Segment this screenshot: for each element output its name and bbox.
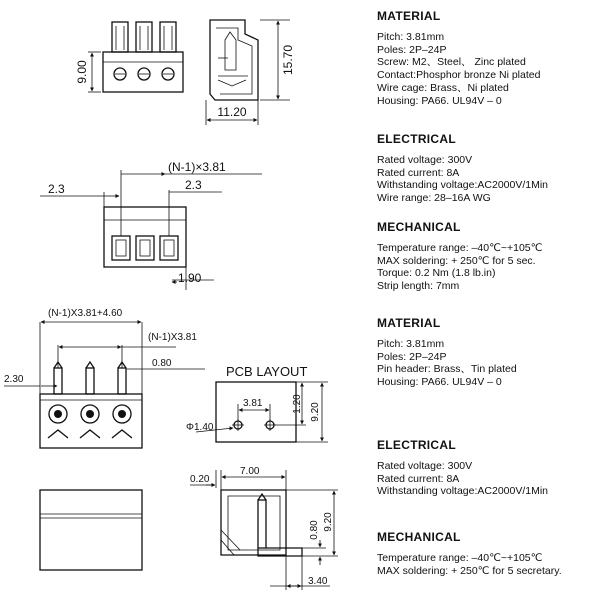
spec-line: MAX soldering: + 250℃ for 5 secretary. [377, 564, 562, 577]
spec-section-material-header [377, 316, 517, 389]
spec-section-electrical-header [377, 438, 548, 498]
spec-line: Housing: PA66. UL94V – 0 [377, 94, 502, 107]
spec-line: Wire range: 28–16A WG [377, 192, 491, 205]
spec-line: Pin header: Brass、Tin plated [377, 363, 517, 376]
pcb-dim-9-20: 9.20 [310, 402, 321, 422]
side-dim-0-80: 0.80 [309, 520, 320, 540]
spec-line: Pitch: 3.81mm [377, 31, 445, 43]
spec-section-material-plug [377, 9, 540, 107]
section-title: ELECTRICAL [377, 438, 456, 452]
pcb-hole-diameter: Φ1.40 [186, 422, 214, 433]
spec-line: Temperature range: –40℃~+105℃ [377, 242, 543, 254]
spec-line: Temperature range: –40℃~+105℃ [377, 552, 543, 564]
dim-overall-formula: (N-1)X3.81+4.60 [48, 308, 123, 319]
dim-pitch-formula: (N-1)×3.81 [168, 160, 226, 174]
spec-section-mechanical-plug [377, 220, 542, 293]
dim-left-2-30: 2.30 [4, 374, 24, 385]
spec-section-electrical-plug [377, 132, 548, 205]
header-front-view [4, 308, 205, 448]
dim-pin-1-90: 1.90 [178, 271, 202, 285]
spec-line: Poles: 2P–24P [377, 350, 447, 363]
section-title: MATERIAL [377, 316, 441, 330]
spec-line: MAX soldering: + 250℃ for 5 sec. [377, 254, 536, 267]
dim-inner-2-3: 2.3 [185, 178, 202, 192]
spec-line: Wire cage: Brass、Ni plated [377, 81, 509, 94]
dim-height-9: 9.00 [75, 60, 89, 84]
spec-line: Housing: PA66. UL94V – 0 [377, 376, 502, 389]
spec-line: Pitch: 3.81mm [377, 338, 445, 350]
spec-line: Rated current: 8A [377, 166, 460, 179]
side-dim-0-20: 0.20 [190, 474, 210, 485]
plug-opening-view [40, 160, 262, 290]
header-side-view [190, 466, 338, 590]
spec-line: Withstanding voltage:AC2000V/1Min [377, 485, 549, 498]
section-title: MATERIAL [377, 9, 441, 23]
pcb-layout-title: PCB LAYOUT [226, 364, 308, 379]
spec-line: Rated current: 8A [377, 472, 460, 485]
plug-front-view [75, 22, 183, 92]
spec-line: Torque: 0.2 Nm (1.8 lb.in) [377, 267, 496, 280]
section-title: MECHANICAL [377, 220, 461, 234]
spec-line: Contact:Phosphor bronze Ni plated [377, 69, 541, 82]
spec-section-mechanical-header [377, 530, 562, 577]
side-dim-3-40: 3.40 [308, 576, 328, 587]
pcb-dim-1-20: 1.20 [292, 394, 303, 414]
side-dim-9-20: 9.20 [323, 512, 334, 532]
pcb-layout-view [186, 364, 328, 442]
spec-line: Poles: 2P–24P [377, 43, 447, 56]
section-title: ELECTRICAL [377, 132, 456, 146]
spec-line: Screw: M2、Steel、 Zinc plated [377, 56, 526, 69]
spec-line: Strip length: 7mm [377, 280, 460, 293]
pcb-pitch-3-81: 3.81 [243, 398, 263, 409]
header-top-view [40, 490, 142, 570]
side-dim-7-00: 7.00 [240, 466, 260, 477]
dim-left-2-3: 2.3 [48, 182, 65, 196]
dim-width-11-20: 11.20 [217, 105, 247, 119]
plug-side-view [206, 20, 295, 125]
dim-header-pitch: (N-1)X3.81 [148, 332, 197, 343]
spec-line: Rated voltage: 300V [377, 460, 473, 472]
section-title: MECHANICAL [377, 530, 461, 544]
dim-gap-0-80: 0.80 [152, 358, 172, 369]
dim-height-15-70: 15.70 [281, 44, 295, 76]
spec-line: Rated voltage: 300V [377, 154, 473, 166]
spec-line: Withstanding voltage:AC2000V/1Min [377, 179, 549, 192]
